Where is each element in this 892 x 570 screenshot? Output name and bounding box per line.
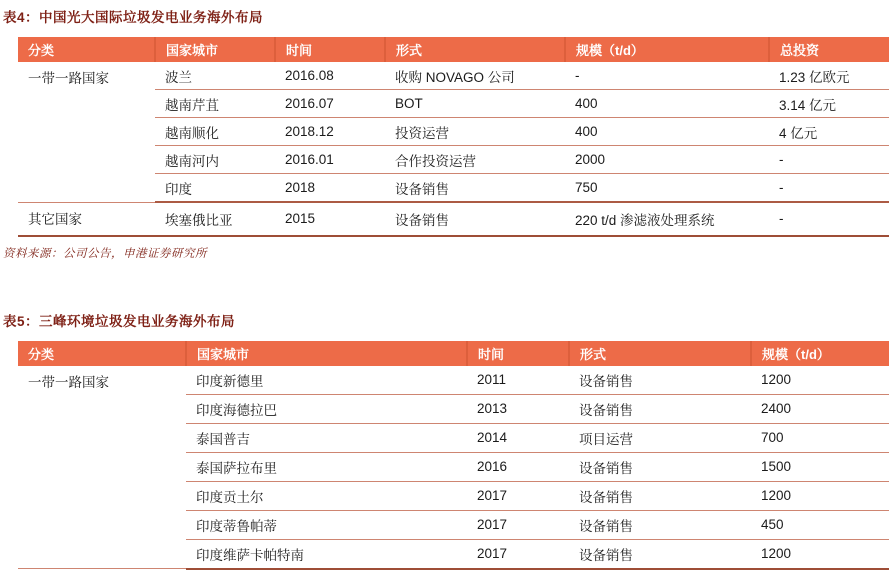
data-cell: 印度新德里 — [186, 366, 467, 395]
data-cell: 投资运营 — [385, 118, 565, 146]
data-cell: 泰国萨拉布里 — [186, 452, 467, 481]
column-header: 时间 — [275, 37, 385, 62]
table4-title: 表4：中国光大国际垃圾发电业务海外布局 — [3, 10, 264, 25]
data-cell: 印度海德拉巴 — [186, 394, 467, 423]
column-header: 国家城市 — [155, 37, 275, 62]
data-cell: 2015 — [275, 202, 385, 236]
data-cell: 印度 — [155, 174, 275, 203]
data-cell: 450 — [751, 510, 889, 539]
header-row — [18, 341, 889, 366]
data-cell: 2000 — [565, 146, 769, 174]
data-cell: 2016.07 — [275, 90, 385, 118]
data-cell: 设备销售 — [569, 366, 751, 395]
data-cell: 越南顺化 — [155, 118, 275, 146]
data-cell: 合作投资运营 — [385, 146, 565, 174]
table5-section — [0, 313, 892, 570]
data-cell: 400 — [565, 118, 769, 146]
data-cell: 2014 — [467, 423, 569, 452]
data-table — [18, 37, 889, 237]
data-cell: 2016.01 — [275, 146, 385, 174]
data-cell: 700 — [751, 423, 889, 452]
data-cell: 4 亿元 — [769, 118, 889, 146]
column-header: 分类 — [18, 37, 155, 62]
data-cell: 越南河内 — [155, 146, 275, 174]
data-table — [18, 341, 889, 570]
column-header: 时间 — [467, 341, 569, 366]
table4-section — [0, 0, 892, 261]
data-cell: 设备销售 — [569, 394, 751, 423]
column-header: 形式 — [385, 37, 565, 62]
data-cell: 设备销售 — [569, 452, 751, 481]
column-header: 国家城市 — [186, 341, 467, 366]
category-cell: 一带一路国家 — [18, 366, 186, 569]
data-cell: 1200 — [751, 366, 889, 395]
data-cell: 1500 — [751, 452, 889, 481]
data-cell: 2017 — [467, 510, 569, 539]
data-cell: 2400 — [751, 394, 889, 423]
table5-title: 表5：三峰环境垃圾发电业务海外布局 — [3, 313, 236, 329]
data-cell: 2017 — [467, 481, 569, 510]
category-cell: 其它国家 — [18, 202, 155, 236]
data-cell: - — [769, 146, 889, 174]
data-cell: 印度维萨卡帕特南 — [186, 539, 467, 569]
category-cell: 一带一路国家 — [18, 62, 155, 202]
data-cell: 项目运营 — [569, 423, 751, 452]
header-row — [18, 37, 889, 62]
data-cell: 1200 — [751, 539, 889, 569]
column-header: 总投资 — [769, 37, 889, 62]
data-cell: 设备销售 — [569, 539, 751, 569]
data-cell: 750 — [565, 174, 769, 203]
column-header: 形式 — [569, 341, 751, 366]
data-cell: 设备销售 — [385, 174, 565, 203]
data-cell: 波兰 — [155, 62, 275, 90]
data-cell: 2018 — [275, 174, 385, 203]
data-cell: - — [769, 174, 889, 203]
data-cell: 收购 NOVAGO 公司 — [385, 62, 565, 90]
table-row — [18, 62, 889, 90]
data-cell: 印度贡土尔 — [186, 481, 467, 510]
data-cell: 埃塞俄比亚 — [155, 202, 275, 236]
data-cell: 2016 — [467, 452, 569, 481]
data-cell: 设备销售 — [569, 481, 751, 510]
table-row — [18, 202, 889, 236]
data-cell: 2018.12 — [275, 118, 385, 146]
data-cell: BOT — [385, 90, 565, 118]
data-cell: 1.23 亿欧元 — [769, 62, 889, 90]
column-header: 规模（t/d） — [751, 341, 889, 366]
table-row — [18, 366, 889, 395]
data-cell: 泰国普吉 — [186, 423, 467, 452]
data-cell: 2017 — [467, 539, 569, 569]
table4-host — [0, 37, 892, 237]
data-cell: 1200 — [751, 481, 889, 510]
data-cell: 2011 — [467, 366, 569, 395]
data-cell: - — [565, 62, 769, 90]
data-cell: 越南芹苴 — [155, 90, 275, 118]
data-cell: 设备销售 — [385, 202, 565, 236]
data-cell: 220 t/d 渗滤液处理系统 — [565, 202, 769, 236]
table4-source-note: 资料来源：公司公告，申港证券研究所 — [3, 247, 207, 260]
data-cell: 印度蒂鲁帕蒂 — [186, 510, 467, 539]
column-header: 分类 — [18, 341, 186, 366]
data-cell: 2013 — [467, 394, 569, 423]
data-cell: 3.14 亿元 — [769, 90, 889, 118]
table5-host — [0, 341, 892, 570]
data-cell: - — [769, 202, 889, 236]
data-cell: 设备销售 — [569, 510, 751, 539]
column-header: 规模（t/d） — [565, 37, 769, 62]
data-cell: 2016.08 — [275, 62, 385, 90]
data-cell: 400 — [565, 90, 769, 118]
